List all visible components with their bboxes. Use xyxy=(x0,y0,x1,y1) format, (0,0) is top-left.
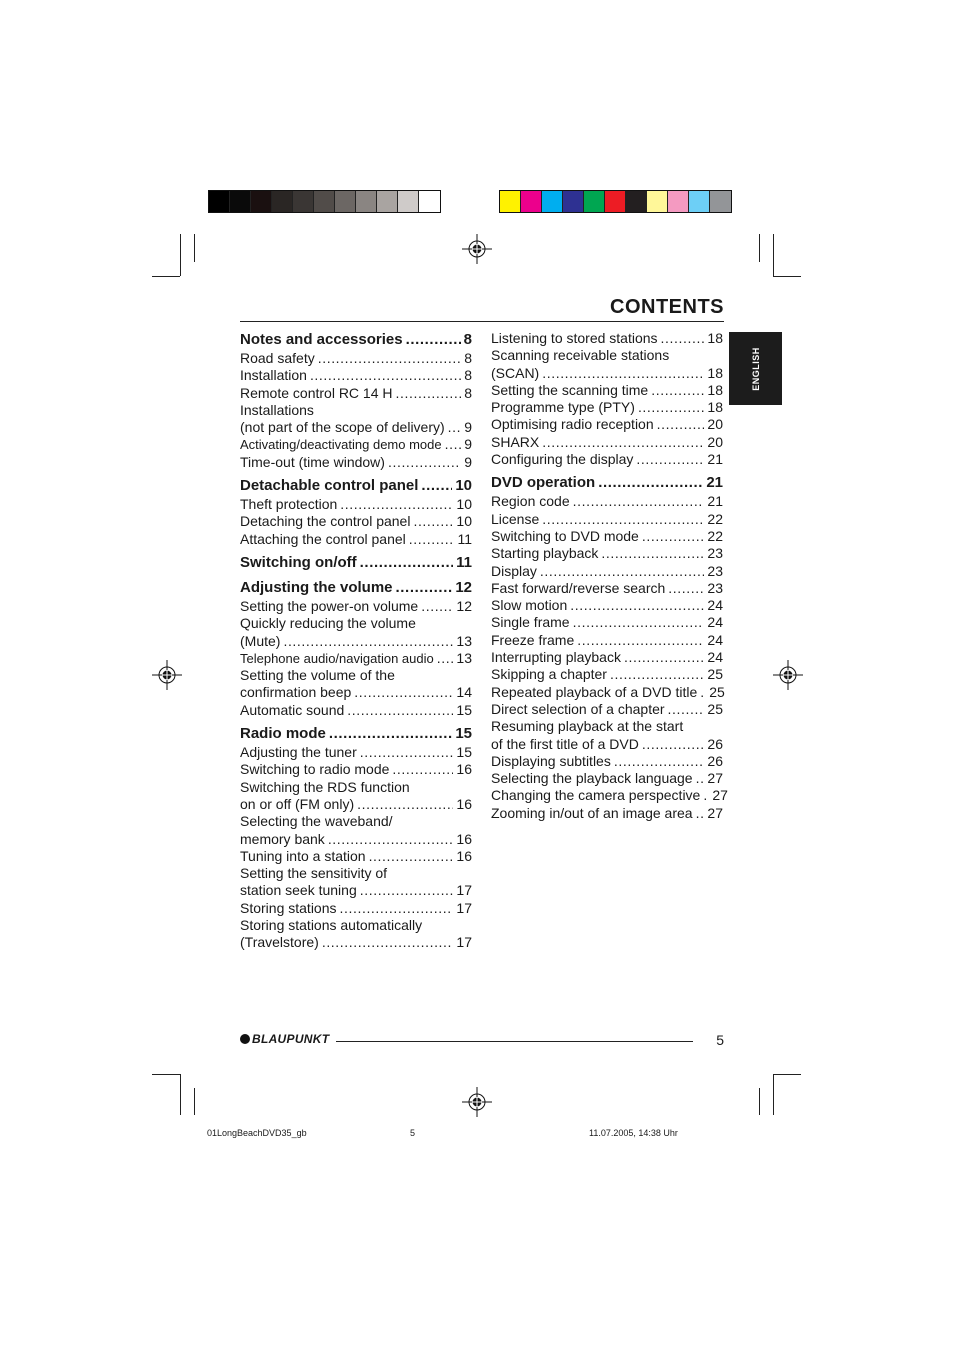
toc-entry xyxy=(240,633,472,650)
slug-filename: 01LongBeachDVD35_gb xyxy=(207,1128,307,1138)
toc-entry-label: (Travelstore) xyxy=(240,934,319,951)
toc-entry-label: Switching to radio mode xyxy=(240,761,390,778)
crop-mark xyxy=(773,234,774,276)
toc-entry xyxy=(240,934,472,951)
toc-page-number: 18 xyxy=(707,364,723,381)
crop-mark xyxy=(759,1088,760,1115)
toc-entry-label: Interrupting playback xyxy=(491,649,621,666)
color-swatch xyxy=(584,191,605,212)
footer-divider xyxy=(336,1041,693,1042)
toc-entry-label: Attaching the control panel xyxy=(240,530,406,547)
toc-entry-label: Switching on/off xyxy=(240,553,357,571)
toc-page-number: 25 xyxy=(707,666,723,683)
toc-leader-dots xyxy=(406,330,461,350)
toc-entry-label: memory bank xyxy=(240,830,325,847)
toc-page-number: 25 xyxy=(707,700,723,717)
toc-page-number: 16 xyxy=(456,830,472,847)
toc-section-heading xyxy=(240,724,472,744)
toc-entry xyxy=(240,761,472,778)
toc-page-number: 18 xyxy=(707,381,723,398)
toc-entry xyxy=(240,813,472,830)
toc-page-number: 22 xyxy=(707,510,723,527)
toc-entry xyxy=(240,744,472,761)
toc-leader-dots xyxy=(392,761,453,778)
color-swatch xyxy=(500,191,521,212)
toc-leader-dots xyxy=(396,578,453,598)
toc-leader-dots xyxy=(409,531,455,548)
toc-entry xyxy=(491,399,723,416)
toc-entry xyxy=(240,917,472,934)
toc-entry-label: Switching the RDS function xyxy=(240,778,410,795)
crop-mark xyxy=(194,234,195,262)
toc-page-number: 24 xyxy=(707,631,723,648)
color-swatch xyxy=(398,191,419,212)
toc-page-number: 15 xyxy=(456,701,472,718)
crop-mark xyxy=(194,1088,195,1115)
toc-leader-dots xyxy=(661,330,705,347)
toc-leader-dots xyxy=(657,416,705,433)
toc-entry-label: Skipping a chapter xyxy=(491,666,607,683)
toc-entry xyxy=(240,684,472,701)
registration-mark-icon xyxy=(152,660,182,690)
toc-leader-dots xyxy=(360,882,454,899)
color-swatch xyxy=(356,191,377,212)
crop-mark xyxy=(759,234,760,262)
toc-section-heading xyxy=(491,473,723,493)
crop-mark xyxy=(773,276,801,277)
crop-mark xyxy=(180,234,181,276)
toc-leader-dots xyxy=(283,633,453,650)
toc-page-number: 21 xyxy=(707,451,723,468)
toc-entry-label: Repeated playback of a DVD title xyxy=(491,683,698,700)
toc-entry xyxy=(491,787,728,804)
toc-entry xyxy=(240,350,472,367)
toc-entry xyxy=(491,666,723,683)
toc-entry-label: (SCAN) xyxy=(491,364,540,381)
toc-leader-dots xyxy=(636,451,704,468)
toc-leader-dots xyxy=(340,496,453,513)
toc-entry xyxy=(491,434,723,451)
toc-leader-dots xyxy=(448,419,462,436)
toc-entry-label: Freeze frame xyxy=(491,631,575,648)
toc-entry-label: Activating/deactivating demo mode xyxy=(240,437,442,453)
toc-entry xyxy=(240,615,472,632)
toc-entry-label: Changing the camera perspective xyxy=(491,787,701,804)
toc-entry-label: Time-out (time window) xyxy=(240,453,385,470)
toc-leader-dots xyxy=(642,528,705,545)
toc-leader-dots xyxy=(396,385,462,402)
toc-entry-label: Storing stations automatically xyxy=(240,917,423,934)
toc-entry xyxy=(491,545,723,562)
registration-mark-icon xyxy=(773,660,803,690)
toc-page-number: 20 xyxy=(707,416,723,433)
toc-entry xyxy=(240,702,472,719)
toc-entry xyxy=(240,900,472,917)
toc-entry xyxy=(240,385,472,402)
page-number: 5 xyxy=(716,1032,724,1048)
toc-entry xyxy=(491,597,723,614)
toc-entry-label: Slow motion xyxy=(491,597,568,614)
toc-page-number: 27 xyxy=(707,804,723,821)
toc-entry xyxy=(491,718,723,735)
toc-page-number: 23 xyxy=(707,562,723,579)
color-swatch xyxy=(542,191,563,212)
toc-page-number: 12 xyxy=(456,597,472,614)
page-title: CONTENTS xyxy=(610,296,724,318)
toc-entry-label: Single frame xyxy=(491,614,570,631)
toc-leader-dots xyxy=(354,684,453,701)
toc-page-number: 16 xyxy=(456,847,472,864)
toc-entry-label: (not part of the scope of delivery) xyxy=(240,419,445,436)
toc-page-number: 25 xyxy=(709,683,725,700)
toc-entry xyxy=(240,454,472,471)
toc-entry xyxy=(491,753,723,770)
toc-leader-dots xyxy=(340,900,454,917)
toc-entry-label: Notes and accessories xyxy=(240,331,403,348)
toc-entry xyxy=(491,580,723,597)
toc-entry-label: confirmation beep xyxy=(240,684,352,701)
toc-page-number: 12 xyxy=(455,578,472,596)
toc-section-heading xyxy=(240,330,472,350)
brand-logo xyxy=(240,1032,329,1046)
toc-entry-label: Adjusting the volume xyxy=(240,578,393,596)
toc-entry-label: Switching to DVD mode xyxy=(491,527,639,544)
toc-leader-dots xyxy=(598,473,703,493)
toc-entry xyxy=(240,513,472,530)
toc-leader-dots xyxy=(360,744,454,761)
toc-page-number: 27 xyxy=(712,787,728,804)
color-swatch xyxy=(626,191,647,212)
toc-entry xyxy=(240,831,472,848)
crop-mark xyxy=(773,1074,801,1075)
toc-page-number: 22 xyxy=(707,527,723,544)
toc-entry xyxy=(240,848,472,865)
toc-entry xyxy=(240,650,472,667)
toc-entry xyxy=(491,805,723,822)
color-swatch xyxy=(293,191,314,212)
toc-entry-label: Theft protection xyxy=(240,496,338,513)
toc-entry xyxy=(491,365,723,382)
toc-leader-dots xyxy=(614,753,705,770)
toc-entry-label: Storing stations xyxy=(240,899,337,916)
toc-page-number: 17 xyxy=(456,934,472,951)
toc-entry-label: (Mute) xyxy=(240,632,281,649)
crop-mark xyxy=(152,1074,180,1075)
toc-leader-dots xyxy=(542,365,704,382)
toc-entry-label: Scanning receivable stations xyxy=(491,347,670,364)
color-swatch xyxy=(335,191,356,212)
color-swatch xyxy=(209,191,230,212)
toc-leader-dots xyxy=(601,545,704,562)
toc-leader-dots xyxy=(638,399,704,416)
toc-leader-dots xyxy=(668,701,705,718)
toc-entry xyxy=(491,528,723,545)
toc-entry xyxy=(491,382,723,399)
toc-leader-dots xyxy=(573,614,705,631)
slug-date: 11.07.2005, 14:38 Uhr xyxy=(589,1128,678,1138)
toc-entry xyxy=(240,402,472,419)
toc-leader-dots xyxy=(421,476,452,496)
toc-page-number: 11 xyxy=(456,553,472,571)
toc-page-number: 18 xyxy=(707,330,723,346)
color-swatch xyxy=(647,191,668,212)
toc-page-number: 24 xyxy=(707,597,723,614)
toc-page-number: 17 xyxy=(456,899,472,916)
toc-leader-dots xyxy=(542,511,704,528)
toc-entry-label: Selecting the waveband/ xyxy=(240,813,393,830)
toc-entry-label: Detachable control panel xyxy=(240,477,419,495)
toc-entry-label: Displaying subtitles xyxy=(491,752,611,769)
toc-page-number: 8 xyxy=(464,367,472,384)
toc-leader-dots xyxy=(540,563,705,580)
toc-entry-label: Automatic sound xyxy=(240,701,345,718)
brand-name: BLAUPUNKT xyxy=(252,1032,330,1046)
toc-entry-label: Adjusting the tuner xyxy=(240,744,357,761)
toc-page-number: 9 xyxy=(464,419,472,436)
crop-mark xyxy=(773,1074,774,1115)
toc-page-number: 21 xyxy=(706,474,723,492)
toc-page-number: 23 xyxy=(707,545,723,562)
toc-page-number: 10 xyxy=(456,496,472,513)
toc-page-number: 26 xyxy=(707,735,723,752)
toc-entry xyxy=(491,330,723,347)
toc-entry xyxy=(240,598,472,615)
toc-entry xyxy=(240,367,472,384)
toc-entry-label: Setting the volume of the xyxy=(240,667,395,684)
toc-leader-dots xyxy=(360,553,453,573)
color-swatch xyxy=(419,191,440,212)
slug-page: 5 xyxy=(410,1128,416,1138)
toc-leader-dots xyxy=(700,684,706,701)
toc-entry xyxy=(240,531,472,548)
toc-leader-dots xyxy=(329,724,452,744)
toc-page-number: 8 xyxy=(463,331,472,348)
toc-entry-label: Direct selection of a chapter xyxy=(491,700,665,717)
toc-page-number: 16 xyxy=(456,795,472,812)
toc-entry-label: Installation xyxy=(240,367,307,384)
toc-entry-label: Selecting the playback language xyxy=(491,770,693,787)
toc-entry-label: Resuming playback at the start xyxy=(491,718,684,735)
title-divider xyxy=(240,321,724,322)
toc-entry-label: DVD operation xyxy=(491,474,596,492)
toc-entry-label: Listening to stored stations xyxy=(491,330,658,346)
toc-leader-dots xyxy=(573,493,705,510)
language-tab-label: ENGLISH xyxy=(750,346,761,391)
toc-leader-dots xyxy=(624,649,704,666)
toc-entry xyxy=(491,511,723,528)
toc-entry xyxy=(491,649,723,666)
toc-entry-label: Telephone audio/navigation audio xyxy=(240,650,434,666)
toc-page-number: 16 xyxy=(456,761,472,778)
toc-entry xyxy=(491,493,723,510)
toc-page-number: 15 xyxy=(456,744,472,761)
toc-left-column xyxy=(240,330,472,952)
registration-mark-icon xyxy=(462,234,492,264)
toc-page-number: 10 xyxy=(455,477,472,495)
toc-leader-dots xyxy=(388,454,461,471)
toc-entry xyxy=(240,436,472,453)
toc-page-number: 24 xyxy=(707,649,723,666)
toc-page-number: 13 xyxy=(456,632,472,649)
toc-page-number: 9 xyxy=(464,436,472,453)
toc-entry xyxy=(240,496,472,513)
brand-dot-icon xyxy=(240,1034,250,1044)
toc-entry-label: Starting playback xyxy=(491,545,599,562)
toc-entry xyxy=(240,667,472,684)
toc-entry xyxy=(491,701,723,718)
language-tab xyxy=(729,332,782,405)
grayscale-calibration-bar xyxy=(208,190,441,213)
color-swatch xyxy=(230,191,251,212)
color-swatch xyxy=(563,191,584,212)
color-swatch xyxy=(668,191,689,212)
toc-leader-dots xyxy=(703,787,709,804)
toc-entry-label: Setting the scanning time xyxy=(491,381,649,398)
toc-entry-label: Region code xyxy=(491,493,570,510)
toc-entry xyxy=(491,684,723,701)
toc-leader-dots xyxy=(696,770,705,787)
toc-entry-label: Programme type (PTY) xyxy=(491,399,635,416)
toc-section-heading xyxy=(240,553,472,573)
toc-entry-label: Detaching the control panel xyxy=(240,513,411,530)
toc-leader-dots xyxy=(651,382,704,399)
toc-page-number: 20 xyxy=(707,433,723,450)
toc-entry-label: Display xyxy=(491,562,537,579)
toc-entry-label: Optimising radio reception xyxy=(491,416,654,433)
color-swatch xyxy=(689,191,710,212)
toc-leader-dots xyxy=(421,598,453,615)
toc-entry-label: Setting the sensitivity of xyxy=(240,865,388,882)
color-swatch xyxy=(272,191,293,212)
toc-entry-label: Road safety xyxy=(240,350,315,366)
toc-entry xyxy=(491,451,723,468)
toc-leader-dots xyxy=(328,831,454,848)
toc-leader-dots xyxy=(445,436,462,453)
toc-leader-dots xyxy=(437,650,454,667)
toc-entry-label: station seek tuning xyxy=(240,882,357,899)
toc-entry xyxy=(491,347,723,364)
toc-leader-dots xyxy=(668,580,704,597)
toc-entry xyxy=(240,882,472,899)
toc-page-number: 8 xyxy=(464,384,472,401)
toc-leader-dots xyxy=(369,848,454,865)
toc-entry-label: Tuning into a station xyxy=(240,847,366,864)
toc-page-number: 9 xyxy=(464,453,472,470)
toc-entry-label: Zooming in/out of an image area xyxy=(491,804,693,821)
toc-page-number: 15 xyxy=(455,725,472,743)
toc-leader-dots xyxy=(610,666,704,683)
toc-leader-dots xyxy=(542,434,704,451)
color-swatch xyxy=(314,191,335,212)
toc-page-number: 10 xyxy=(456,513,472,530)
toc-leader-dots xyxy=(642,736,705,753)
toc-entry-label: Quickly reducing the volume xyxy=(240,615,416,632)
toc-entry-label: License xyxy=(491,510,540,527)
color-swatch xyxy=(521,191,542,212)
toc-entry xyxy=(491,770,723,787)
toc-entry xyxy=(240,419,472,436)
toc-section-heading xyxy=(240,476,472,496)
toc-page-number: 21 xyxy=(707,493,723,510)
toc-leader-dots xyxy=(347,702,453,719)
toc-page-number: 26 xyxy=(707,752,723,769)
toc-entry xyxy=(491,563,723,580)
toc-entry-label: on or off (FM only) xyxy=(240,795,355,812)
toc-leader-dots xyxy=(413,513,453,530)
toc-leader-dots xyxy=(357,796,453,813)
toc-entry-label: Installations xyxy=(240,401,314,418)
toc-entry-label: SHARX xyxy=(491,433,540,450)
toc-page-number: 8 xyxy=(464,350,472,366)
toc-entry xyxy=(240,779,472,796)
toc-page-number: 18 xyxy=(707,399,723,416)
toc-entry-label: Configuring the display xyxy=(491,451,634,468)
toc-entry xyxy=(491,632,723,649)
crop-mark xyxy=(180,1074,181,1115)
registration-mark-icon xyxy=(462,1087,492,1117)
toc-leader-dots xyxy=(322,934,454,951)
color-swatch xyxy=(710,191,731,212)
toc-page-number: 27 xyxy=(707,770,723,787)
toc-entry xyxy=(240,796,472,813)
color-swatch xyxy=(251,191,272,212)
crop-mark xyxy=(152,276,180,277)
toc-entry-label: Remote control RC 14 H xyxy=(240,384,393,401)
toc-leader-dots xyxy=(577,632,704,649)
toc-entry-label: Fast forward/reverse search xyxy=(491,579,666,596)
toc-entry xyxy=(491,416,723,433)
toc-entry xyxy=(491,736,723,753)
toc-entry xyxy=(491,614,723,631)
toc-page-number: 23 xyxy=(707,579,723,596)
toc-page-number: 24 xyxy=(707,614,723,631)
toc-section-heading xyxy=(240,578,472,598)
toc-entry-label: Radio mode xyxy=(240,725,326,743)
toc-leader-dots xyxy=(310,367,461,384)
toc-entry-label: Setting the power-on volume xyxy=(240,597,419,614)
color-calibration-bar xyxy=(499,190,732,213)
toc-leader-dots xyxy=(318,350,461,367)
toc-entry-label: of the first title of a DVD xyxy=(491,735,639,752)
color-swatch xyxy=(377,191,398,212)
toc-page-number: 11 xyxy=(457,530,472,547)
toc-page-number: 17 xyxy=(456,882,472,899)
toc-right-column xyxy=(491,330,728,822)
toc-page-number: 14 xyxy=(456,684,472,701)
color-swatch xyxy=(605,191,626,212)
toc-page-number: 13 xyxy=(456,649,472,666)
toc-leader-dots xyxy=(570,597,704,614)
toc-leader-dots xyxy=(696,805,705,822)
toc-entry xyxy=(240,865,472,882)
